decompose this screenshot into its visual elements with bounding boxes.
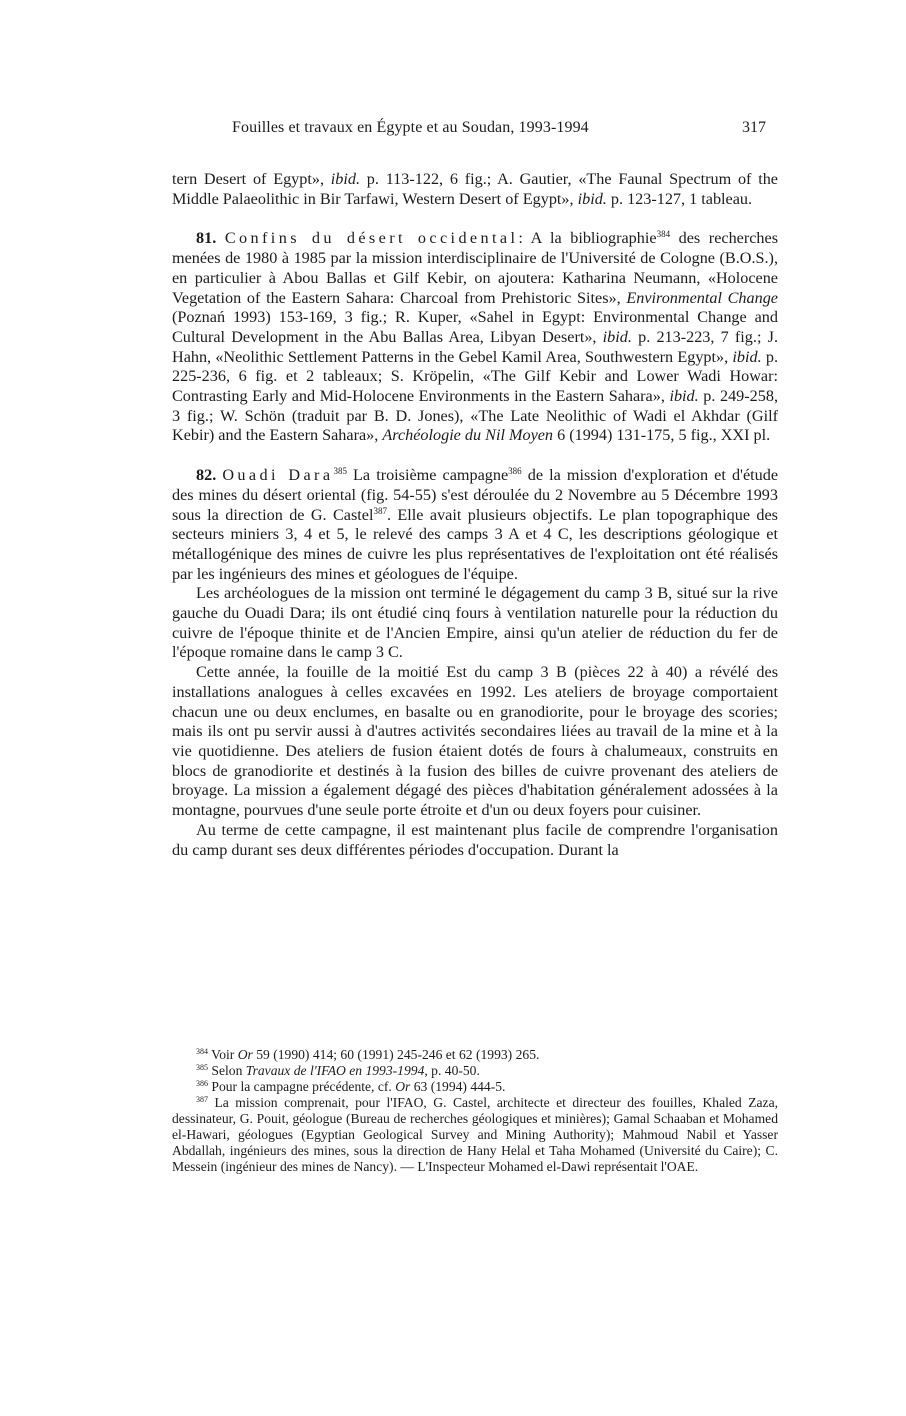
text-run: 59 (1990) 414; 60 (1991) 245-246 et 62 (1993) 265. [252, 1047, 540, 1062]
page-number: 317 [742, 119, 766, 136]
section-number: 81. [196, 229, 217, 248]
italic-run: ibid. [330, 170, 361, 188]
paragraph: Les archéologues de la mission ont terminé le dégagement du camp 3 B, situé sur la rive gauche du Ouadi Dara; ils ont étudié cinq fours à ventilation naturelle pour la réduction du cuivre de l'époque thinite et de l'Ancien Empire, ainsi qu'un atelier de réduction du fer de l'époque romaine dans le camp 3 C. [172, 584, 778, 662]
footnote-385 [172, 1063, 778, 1079]
footnote-number: 386 [196, 1079, 208, 1088]
italic-run: ibid. [602, 327, 632, 346]
running-title: Fouilles et travaux en Égypte et au Soudan, 1993-1994 [232, 119, 589, 136]
continuation-paragraph [172, 170, 778, 209]
text-run: : A la bibliographie [518, 229, 657, 248]
italic-run: Archéologie du Nil Moyen [382, 426, 554, 445]
footnote-ref: 385 [333, 466, 347, 477]
footnote-number: 384 [196, 1047, 208, 1056]
section-heading: Ouadi Dara [222, 466, 334, 485]
footnote-ref: 386 [508, 466, 522, 477]
italic-run: ibid. [732, 347, 762, 366]
section-heading: Confins du désert occidental [224, 229, 519, 248]
text-run: (Poznań 1993) 153-169, 3 fig.; R. Kuper, «Sahel in Egypt: Environmental Change and Cultural Development in the Abu Ballas Area, Libyan Desert», [172, 308, 778, 346]
section-81 [172, 229, 778, 446]
section-number: 82. [196, 466, 217, 485]
text-run: p. 225-236, 6 fig. et 2 tableaux; S. Kröpelin, «The Gilf Kebir and Lower Wadi Howar: Contrasting Early and Mid-Holocene Environments in the Eastern Sahara», [172, 347, 778, 406]
footnote-ref: 387 [373, 505, 387, 516]
paragraph: Au terme de cette campagne, il est maintenant plus facile de comprendre l'organisation du camp durant ses deux différentes périodes d'occupation. Durant la [172, 820, 778, 859]
footnotes [172, 1047, 778, 1175]
text-run: p. 249-258, 3 fig.; W. Schön (traduit par B. D. Jones), «The Late Neolithic of Wadi el Akhdar (Gilf Kebir) and the Eastern Sahara», [172, 387, 778, 445]
text-run: p. 113-122, 6 fig.; A. Gautier, «The Faunal Spectrum of the Middle Palaeolithic in Bir Tarfawi, Western Desert of Egypt», [172, 170, 778, 208]
italic-run: ibid. [669, 387, 699, 406]
text-run: de la mission d'exploration et d'étude des mines du désert oriental (fig. 54-55) s'est déroulée du 2 Novembre au 5 Décembre 1993 sous la direction de G. Castel [172, 466, 779, 524]
text-run: Pour la campagne précédente, cf. [208, 1079, 396, 1094]
text-run: p. 213-223, 7 fig.; J. Hahn, «Neolithic Settlement Patterns in the Gebel Kamil Area, Southwestern Egypt», [172, 327, 778, 366]
italic-run: Or [395, 1079, 411, 1094]
footnote-number: 387 [196, 1095, 208, 1104]
italic-run: Or [237, 1047, 253, 1062]
text-run: Voir [208, 1047, 238, 1062]
text-run: . Elle avait plusieurs objectifs. Le plan topographique des secteurs miniers 3, 4 et 5, le relevé des camps 3 A et 4 C, les descriptions géologique et métallogénique des mines de cuivre les plus représentatives de l'exploitation ont été réalisés par les ingénieurs des mines et géologues de l'équipe. [172, 505, 778, 583]
text-run: , p. 40-50. [424, 1063, 480, 1078]
italic-run: Environmental Change [626, 288, 778, 307]
section-82 [172, 466, 778, 584]
paragraph: Cette année, la fouille de la moitié Est du camp 3 B (pièces 22 à 40) a révélé des installations analogues à celles excavées en 1992. Les ateliers de broyage comportaient chacun une ou deux enclumes, en basalte ou en granodiorite, pour le broyage des scories; mais ils ont pu servir aussi à d'autres activités secondaires liées au travail de la mine et à la vie quotidienne. Des ateliers de fusion étaient dotés de fours à chalumeaux, construits en blocs de granodiorite et destinés à la fusion des billes de cuivre provenant des ateliers de broyage. La mission a également dégagé des pièces d'habitation généralement adossées à la montagne, pourvues d'une seule porte étroite et d'un ou deux foyers pour cuisiner. [172, 663, 778, 820]
footnote-386 [172, 1079, 778, 1095]
text-run: Selon [208, 1063, 246, 1078]
text-run: La mission comprenait, pour l'IFAO, G. Castel, architecte et directeur des fouilles, Khaled Zaza, dessinateur, G. Pouit, géologue (Bureau de recherches géologiques et minières); Gamal Schaaban et Mohamed el-Hawari, géologues (Egyptian Geological Survey and Mining Authority); Mahmoud Nabil et Yasser Abdallah, ingénieurs des mines, sous la direction de Hany Helal et Taha Mohamed (Université du Caire); C. Messein (ingénieur des mines de Nancy). — L'Inspecteur Mohamed el-Dawi représentait l'OAE. [172, 1095, 778, 1174]
text-run: 6 (1994) 131-175, 5 fig., XXI pl. [553, 426, 771, 445]
text-run: tern Desert of Egypt», [172, 170, 331, 188]
footnote-387 [172, 1095, 778, 1175]
footnote-number: 385 [196, 1063, 208, 1072]
text-run: La troisième campagne [346, 466, 509, 485]
footnote-ref: 384 [656, 229, 671, 240]
text-run: p. 123-127, 1 tableau. [606, 189, 753, 208]
text-run: des recherches menées de 1980 à 1985 par la mission interdisciplinaire de l'Université de Cologne (B.O.S.), en particulier à Abou Ballas et Gilf Kebir, on ajoutera: Katharina Neumann, «Holocene Vegetation of the Eastern Sahara: Charcoal from Prehistoric Sites», [172, 229, 778, 307]
text-run: 63 (1994) 444-5. [410, 1079, 506, 1094]
footnote-384 [172, 1047, 778, 1063]
italic-run: ibid. [577, 189, 607, 208]
italic-run: Travaux de l'IFAO en 1993-1994 [245, 1063, 425, 1078]
body-text [172, 170, 778, 860]
running-header [172, 116, 780, 140]
